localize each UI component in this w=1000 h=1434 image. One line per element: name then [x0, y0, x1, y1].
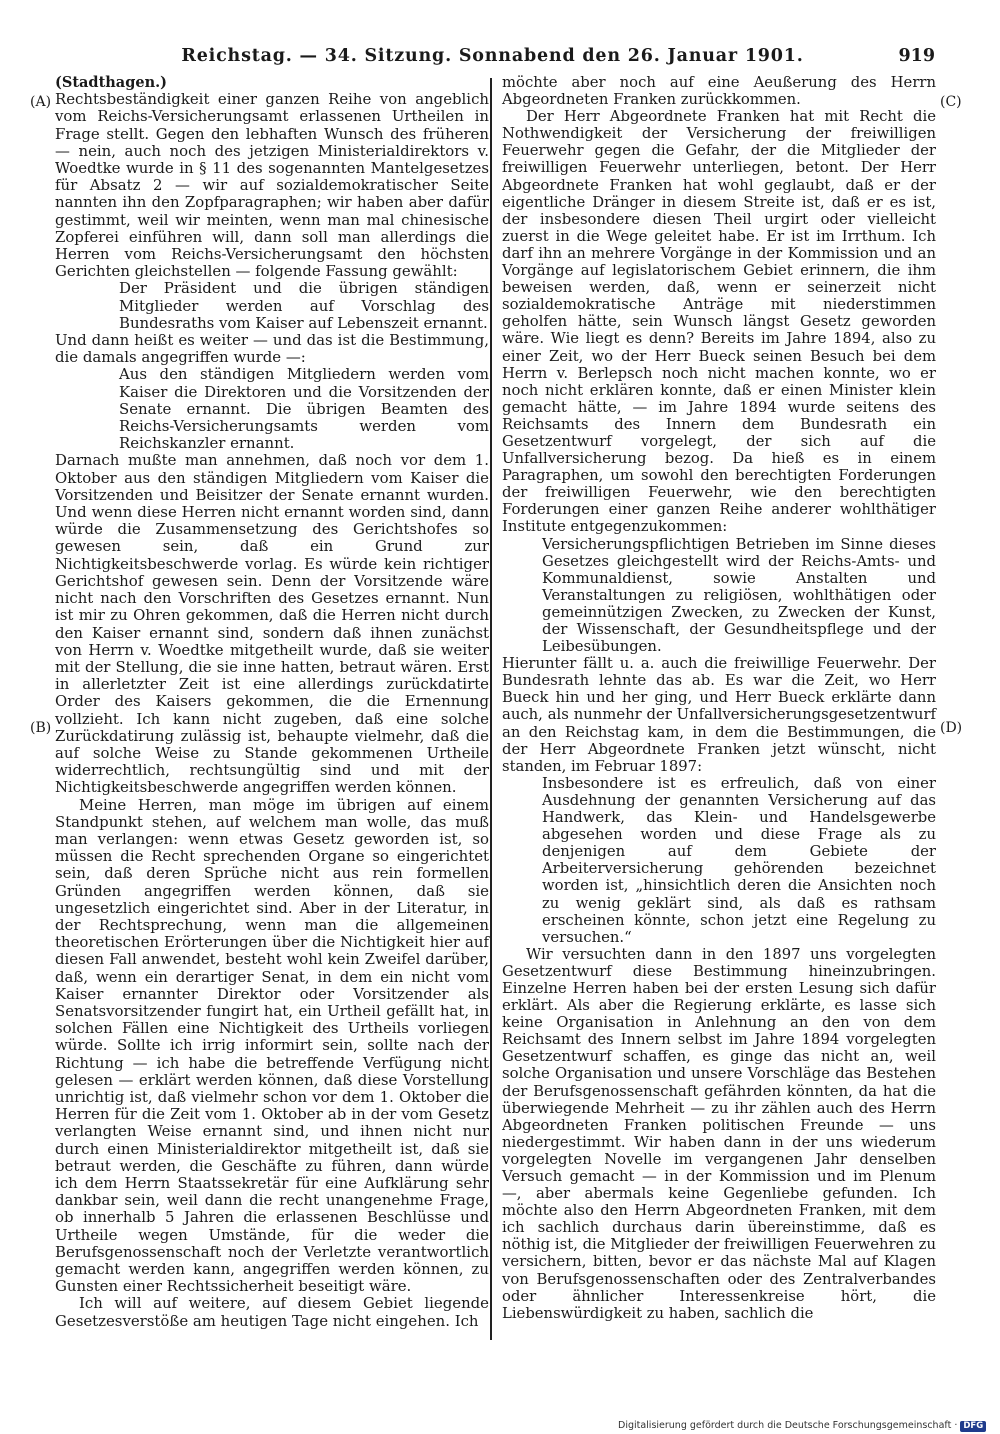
paragraph: möchte aber noch auf eine Aeußerung des Herrn Abgeordneten Franken zurückkommen. — [502, 74, 936, 109]
margin-mark-c: (C) — [940, 94, 962, 110]
paragraph: Wir versuchten dann in den 1897 uns vorgelegten Gesetzentwurf diese Bestimmung hineinzubringen. Einzelne Herren haben bei der ersten Lesung sich dafür erklärt. Als aber die Regierung erklärte, es lasse sich keine Organisation in Anlehnung an den von dem Reichsamt des Innern selbst im Jahre 1894 vorgelegten Gesetzentwurf schaffen, es ginge das nicht an, weil solche Organisation und unsere Vorschläge das Bestehen der Berufsgenossenschaft gefährden könnten, da hat die überwiegende Mehrheit — zu ihr zählen auch des Herrn Abgeordneten Franken politischen Freunde — uns niedergestimmt. Wir haben dann in der uns wiederum vorgelegten Novelle im vergangenen Jahr denselben Versuch gemacht — in der Kommission und im Plenum —, aber abermals keine Gegenliebe gefunden. Ich möchte also den Herrn Abgeordneten Franken, mit dem ich sachlich durchaus darin übereinstimme, daß es nöthig ist, die Mitglieder der freiwilligen Feuerwehren zu versichern, bitten, bevor er das nächste Mal auf Klagen von Berufsgenossenschaften oder des Zentralverbandes oder ähnlicher Interessenkreise hört, die Liebenswürdigkeit zu haben, sachlich die — [502, 945, 936, 1322]
margin-mark-a: (A) — [30, 94, 52, 110]
credit-text: Digitalisierung gefördert durch die Deutsche Forschungsgemeinschaft · — [618, 1420, 958, 1431]
speaker-label: (Stadthagen.) — [55, 74, 168, 91]
quoted-statement: Insbesondere ist es erfreulich, daß von einer Ausdehnung der genannten Versicherung auf das Handwerk, das Klein- und Handelsgewerbe abgesehen worden und diese Frage als zu denjenigen auf dem Gebiete der Arbeiterversicherung gehörenden bezeichnet worden ist, „hinsichtlich deren die Ansichten noch zu wenig geklärt sind, als daß es rathsam erscheinen könnte, schon jetzt eine Regelung zu versuchen.“ — [542, 774, 936, 946]
column-divider — [490, 78, 492, 1340]
running-title: Reichstag. — 34. Sitzung. Sonnabend den 26. Januar 1901. — [181, 46, 804, 66]
paragraph: Hierunter fällt u. a. auch die freiwillige Feuerwehr. Der Bundesrath lehnte das ab. Es war die Zeit, wo Herr Bueck hin und her ging, und Herr Bueck erklärte dann auch, als nunmehr der Unfallversicherungsgesetzentwurf an den Reichstag kam, in dem die Bestimmungen, die der Herr Abgeordnete Franken jetzt wünscht, nicht standen, im Februar 1897: — [502, 655, 936, 775]
dfg-logo: DFG — [960, 1421, 986, 1432]
paragraph: Ich will auf weitere, auf diesem Gebiet liegende Gesetzesverstöße am heutigen Tage nicht eingehen. Ich — [55, 1294, 489, 1330]
paragraph: Der Herr Abgeordnete Franken hat mit Recht die Nothwendigkeit der Versicherung der freiwilligen Feuerwehr gegen die Gefahr, der die Mitglieder der freiwilligen Feuerwehr unterliegen, betont. Der Herr Abgeordnete Franken hat wohl geglaubt, daß er der eigentliche Dränger in diesem Streite ist, daß er es ist, der insbesondere diesen Theil urgirt oder vielleicht zuerst in die Wege geleitet habe. Er ist im Irrthum. Ich darf ihn an mehrere Vorgänge in der Kommission und an Vorgänge auf legislatorischem Gebiet erinnern, die ihm beweisen werden, daß, wenn er seinerzeit nicht sozialdemokratische Anträge mit niederstimmen geholfen hätte, sein Wunsch längst Gesetz geworden wäre. Wie liegt es denn? Bereits im Jahre 1894, also zu einer Zeit, wo der Herr Bueck seinen Besuch bei dem Herrn v. Berlepsch noch nicht machen konnte, wo er noch nicht erklären konnte, daß er einen Minister klein gemacht hätte, — im Jahre 1894 wurde seitens des Reichsamts des Innern dem Bundesrath ein Gesetzentwurf vorgelegt, der sich auf die Unfallversicherung bezog. Da hieß es in einem Paragraphen, um sowohl den berechtigten Forderungen der freiwilligen Feuerwehr, wie den berechtigten Forderungen einer ganzen Reihe anderer wohlthätiger Institute entgegenzukommen: — [502, 108, 936, 536]
paragraph: Rechtsbeständigkeit einer ganzen Reihe von angeblich vom Reichs-Versicherungsamt erlassenen Urtheilen in Frage stellt. Gegen den lebhaften Wunsch des früheren — nein, auch noch des jetzigen Ministerialdirektors v. Woedtke wurde in § 11 des sogenannten Mantelgesetzes für Absatz 2 — wir auf sozialdemokratischer Seite nannten ihn den Zopfparagraphen; wir haben aber dafür gestimmt, weil wir meinten, wenn man mal chinesische Zopferei einführen will, dann soll man allerdings die Herren vom Reichs-Versicherungsamt den höchsten Gerichten gleichstellen — folgende Fassung gewählt: — [55, 90, 489, 281]
margin-mark-b: (B) — [30, 720, 52, 736]
page-header — [50, 44, 935, 72]
quoted-law-text: Der Präsident und die übrigen ständigen Mitglieder werden auf Vorschlag des Bundesraths vom Kaiser auf Lebenszeit ernannt. — [119, 279, 489, 332]
quoted-law-text: Versicherungspflichtigen Betrieben im Sinne dieses Gesetzes gleichgestellt wird der Reichs-Amts- und Kommunaldienst, sowie Anstalten und Veranstaltungen zu religiösen, wohlthätigen oder gemeinnützigen Zwecken, zu Zwecken der Kunst, der Wissenschaft, der Gesundheitspflege und der Leibesübungen. — [542, 535, 936, 656]
left-column — [55, 74, 489, 1330]
margin-mark-d: (D) — [940, 720, 963, 736]
paragraph: Und dann heißt es weiter — und das ist die Bestimmung, die damals angegriffen wurde —: — [55, 331, 489, 367]
quoted-law-text: Aus den ständigen Mitgliedern werden vom Kaiser die Direktoren und die Vorsitzenden der Senate ernannt. Die übrigen Beamten des Reichs-Versicherungsamts werden vom Reichskanzler ernannt. — [119, 365, 489, 453]
right-column — [502, 74, 936, 1322]
paragraph: Darnach mußte man annehmen, daß noch vor dem 1. Oktober aus den ständigen Mitgliedern vom Kaiser die Vorsitzenden und Beisitzer der Senate ernannt wurden. Und wenn diese Herren nicht ernannt worden sind, dann würde die Zusammensetzung des Gerichtshofes so gewesen sein, daß ein Grund zur Nichtigkeitsbeschwerde vorlag. Es würde kein richtiger Gerichtshof gewesen sein. Denn der Vorsitzende wäre nicht nach den Vorschriften des Gesetzes ernannt. Nun ist mir zu Ohren gekommen, daß die Herren nicht durch den Kaiser ernannt sind, sondern daß ihnen zunächst von Herrn v. Woedtke mitgetheilt wurde, daß sie weiter mit der Stellung, die sie inne hatten, betraut wären. Erst in allerletzter Zeit ist eine allerdings zurückdatirte Order des Kaisers gekommen, die die Ernennung vollzieht. Ich kann nicht zugeben, daß eine solche Zurückdatirung zulässig ist, behaupte vielmehr, daß die auf solche Weise zu Stande gekommenen Urtheile widerrechtlich, rechtsungültig sind und mit der Nichtigkeitsbeschwerde angegriffen werden können. — [55, 451, 489, 797]
paragraph: Meine Herren, man möge im übrigen auf einem Standpunkt stehen, auf welchem man wolle, das muß man verlangen: wenn etwas Gesetz geworden ist, so müssen die Recht sprechenden Organe so eingerichtet sein, daß deren Sprüche nicht aus rein formellen Gründen angegriffen werden können, daß sie ungesetzlich eingerichtet sind. Aber in der Literatur, in der Rechtsprechung, wenn man die allgemeinen theoretischen Erörterungen über die Nichtigkeit hier auf diesen Fall anwendet, besteht wohl kein Zweifel darüber, daß, wenn ein derartiger Senat, in dem ein nicht vom Kaiser ernannter Direktor oder Vorsitzender als Senatsvorsitzender fungirt hat, ein Urtheil gefällt hat, in solchen Fällen eine Nichtigkeit des Urtheils vorliegen würde. Sollte ich irrig informirt sein, sollte nach der Richtung — ich habe die betreffende Verfügung nicht gelesen — erklärt werden können, daß diese Vorstellung unrichtig ist, daß vielmehr schon vor dem 1. Oktober die Herren für die Zeit vom 1. Oktober ab in der vom Gesetz verlangten Weise ernannt sind, und ihnen nicht nur durch einen Ministerialdirektor mitgetheilt ist, daß sie betraut werden, die Geschäfte zu führen, dann würde ich dem Herrn Staatssekretär für eine Aufklärung sehr dankbar sein, weil dann die recht unangenehme Frage, ob innerhalb 5 Jahren die erlassenen Beschlüsse und Urtheile wegen Umstände, für die weder die Berufsgenossenschaft noch der Verletzte verantwortlich gemacht werden kann, angegriffen werden können, zu Gunsten einer Rechtssicherheit beseitigt wäre. — [55, 795, 489, 1296]
page-number: 919 — [898, 46, 935, 66]
digitization-credit — [618, 1420, 998, 1434]
